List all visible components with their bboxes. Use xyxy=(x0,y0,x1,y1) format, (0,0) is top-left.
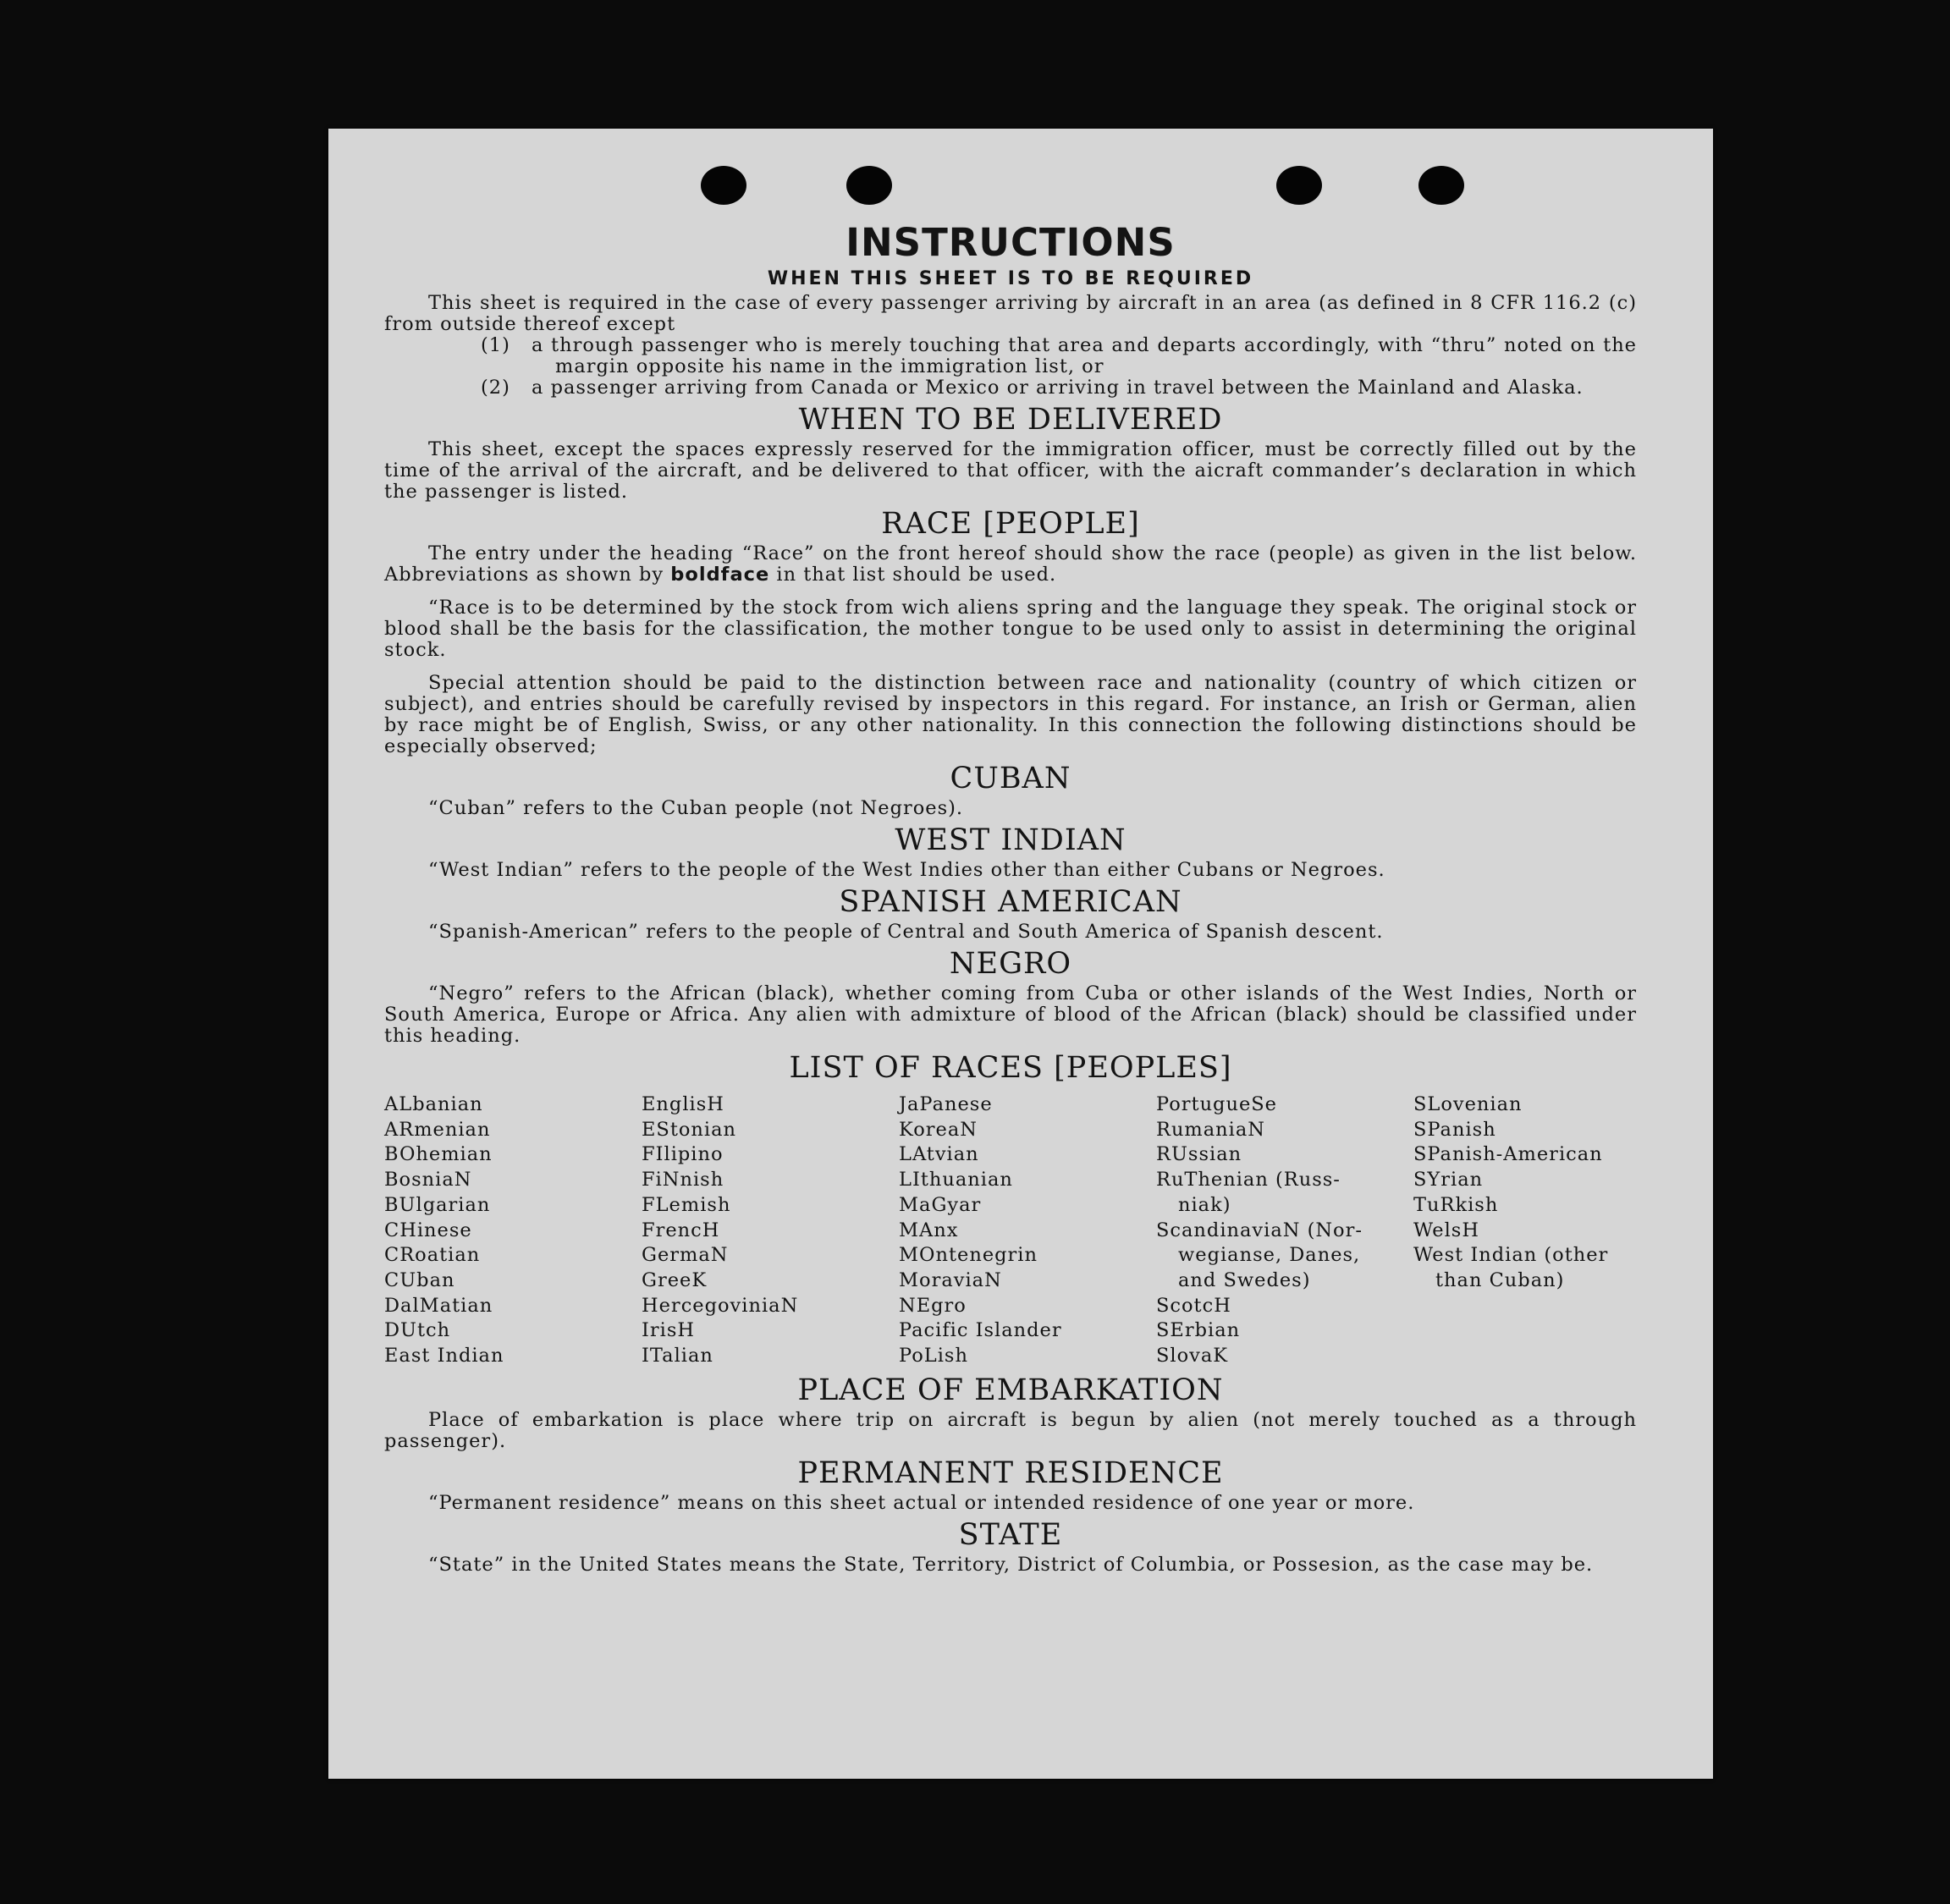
exception-text-2: a passenger arriving from Canada or Mexico or arriving in travel between the Mainland and Alaska. xyxy=(532,377,1584,399)
race-column xyxy=(384,1092,642,1369)
residence-text: “Permanent residence” means on this sheet actual or intended residence of one year or more. xyxy=(428,1491,1415,1514)
state-text: “State” in the United States means the State, Territory, District of Columbia, or Possesion, as the case may be. xyxy=(428,1553,1594,1576)
exception-text-1: a through passenger who is merely touching that area and departs accordingly, with “thru” noted on the margin opposite his name in the immigration list, or xyxy=(532,334,1637,377)
race-entry: RuThenian (Russ- xyxy=(1156,1169,1341,1191)
race-entry: MAnx xyxy=(899,1219,959,1241)
heading-list-of-races: LIST OF RACES [PEOPLES] xyxy=(789,1051,1232,1085)
race-entry: FrencH xyxy=(642,1219,720,1241)
race-entry: NEgro xyxy=(899,1294,967,1317)
race-entry: SPanish-American xyxy=(1413,1143,1603,1166)
page-subtitle: WHEN THIS SHEET IS TO BE REQUIRED xyxy=(767,268,1254,289)
race-entry: RumaniaN xyxy=(1156,1118,1265,1141)
heading-race: RACE [PEOPLE] xyxy=(881,507,1140,541)
race-entry: SLovenian xyxy=(1413,1093,1523,1115)
race-entry: IrisH xyxy=(642,1319,696,1342)
race-column xyxy=(642,1092,899,1369)
race-entry: EStonian xyxy=(642,1118,737,1141)
race-entry: East Indian xyxy=(384,1345,504,1367)
negro-text: “Negro” refers to the African (black), whether coming from Cuba or other islands of the West Indies, North or South America, Europe or Africa. Any alien with admixture of blood of the African (black) should be classified under this heading. xyxy=(384,982,1637,1047)
race-entry: MaGyar xyxy=(899,1193,982,1216)
race-entry: ScotcH xyxy=(1156,1294,1231,1317)
race-entry: BUlgarian xyxy=(384,1193,491,1216)
race-entry: and Swedes) xyxy=(1178,1268,1311,1291)
race-entry: LAtvian xyxy=(899,1143,979,1166)
race-entry: KoreaN xyxy=(899,1118,978,1141)
race-entry: Pacific Islander xyxy=(899,1319,1062,1342)
race-entry: GermaN xyxy=(642,1244,729,1267)
race-entry: FiNnish xyxy=(642,1169,724,1191)
race-entry: DUtch xyxy=(384,1319,451,1342)
spanish-american-text: “Spanish-American” refers to the people of Central and South America of Spanish descent. xyxy=(428,921,1384,943)
race-entry: CRoatian xyxy=(384,1244,481,1267)
race-entry: LIthuanian xyxy=(899,1169,1013,1191)
required-intro: This sheet is required in the case of every passenger arriving by aircraft in an area (as defined in 8 CFR 116.2 (c) from outside thereof except xyxy=(384,292,1637,335)
race-entry: than Cuban) xyxy=(1435,1268,1565,1291)
race-entry: ARmenian xyxy=(384,1118,491,1141)
race-entry: ALbanian xyxy=(384,1093,483,1115)
heading-negro: NEGRO xyxy=(949,947,1072,981)
race-entry: MOntenegrin xyxy=(899,1244,1038,1267)
race-entry: BOhemian xyxy=(384,1143,493,1166)
embarkation-text: Place of embarkation is place where trip on aircraft is begun by alien (not merely touched as a through passenger). xyxy=(384,1408,1637,1452)
heading-permanent-residence: PERMANENT RESIDENCE xyxy=(797,1456,1224,1490)
heading-spanish-american: SPANISH AMERICAN xyxy=(839,885,1182,919)
race-paragraph-1 xyxy=(384,543,1637,586)
race-entry: HercegoviniaN xyxy=(642,1294,799,1317)
race-entry: EnglisH xyxy=(642,1093,724,1115)
punch-hole xyxy=(701,166,746,205)
race-paragraph-1-end: in that list should be used. xyxy=(776,564,1057,586)
race-paragraph-3: Special attention should be paid to the distinction between race and nationality (country of which citizen or subject), and entries should be carefully revised by inspectors in this regard. For instance, an Irish or German, alien by race might be of English, Swiss, or any other nationality. In this connection the following distinctions should be especially observed; xyxy=(384,672,1637,757)
race-entry: WelsH xyxy=(1413,1219,1479,1241)
race-entry: RUssian xyxy=(1156,1143,1242,1166)
race-entry: niak) xyxy=(1178,1193,1231,1216)
race-entry: wegianse, Danes, xyxy=(1178,1244,1361,1267)
race-entry: PortugueSe xyxy=(1156,1093,1278,1115)
race-entry: West Indian (other xyxy=(1413,1244,1609,1267)
race-paragraph-2: “Race is to be determined by the stock from wich aliens spring and the language they speak. The original stock or blood shall be the basis for the classification, the mother tongue to be used only to assist in determining the original stock. xyxy=(384,597,1637,661)
punch-hole xyxy=(1276,166,1322,205)
race-entry: SYrian xyxy=(1413,1169,1484,1191)
exception-number-2: (2) xyxy=(481,377,510,399)
race-column xyxy=(899,1092,1156,1369)
exception-item-1 xyxy=(384,335,1637,377)
race-entry: FIlipino xyxy=(642,1143,724,1166)
race-paragraph-1-text: The entry under the heading “Race” on the front hereof should show the race (people) as given in the list below. Abbreviations as shown by xyxy=(384,542,1637,586)
heading-state: STATE xyxy=(958,1517,1063,1552)
page-title: INSTRUCTIONS xyxy=(846,220,1176,265)
race-entry: DalMatian xyxy=(384,1294,493,1317)
race-entry: PoLish xyxy=(899,1345,968,1367)
race-entry: SlovaK xyxy=(1156,1345,1229,1367)
cuban-text: “Cuban” refers to the Cuban people (not Negroes). xyxy=(428,797,964,819)
race-column xyxy=(1156,1092,1413,1369)
race-column xyxy=(1413,1092,1671,1369)
races-list xyxy=(384,1092,1637,1369)
race-entry: FLemish xyxy=(642,1193,731,1216)
race-entry: MoraviaN xyxy=(899,1268,1002,1291)
race-entry: CHinese xyxy=(384,1219,472,1241)
instruction-sheet xyxy=(328,129,1713,1779)
race-entry: SPanish xyxy=(1413,1118,1496,1141)
heading-place-of-embarkation: PLACE OF EMBARKATION xyxy=(797,1373,1224,1407)
boldface-word: boldface xyxy=(670,564,770,586)
heading-west-indian: WEST INDIAN xyxy=(895,823,1126,857)
race-entry: JaPanese xyxy=(899,1093,993,1115)
delivered-text: This sheet, except the spaces expressly reserved for the immigration officer, must be correctly filled out by the time of the arrival of the aircraft, and be delivered to that officer, with the aicraft commander’s declaration in which the passenger is listed. xyxy=(384,438,1637,503)
race-entry: SErbian xyxy=(1156,1319,1241,1342)
race-entry: ScandinaviaN (Nor- xyxy=(1156,1219,1363,1241)
race-entry: BosniaN xyxy=(384,1169,472,1191)
sheet-content xyxy=(384,220,1637,1576)
heading-when-to-be-delivered: WHEN TO BE DELIVERED xyxy=(798,403,1223,437)
west-indian-text: “West Indian” refers to the people of the West Indies other than either Cubans or Negroes. xyxy=(428,859,1385,881)
race-entry: ITalian xyxy=(642,1345,713,1367)
race-entry: GreeK xyxy=(642,1268,708,1291)
punch-hole xyxy=(846,166,892,205)
punch-hole xyxy=(1418,166,1464,205)
race-entry: CUban xyxy=(384,1268,455,1291)
race-entry: TuRkish xyxy=(1413,1193,1499,1216)
heading-cuban: CUBAN xyxy=(950,762,1071,795)
exception-number-1: (1) xyxy=(481,334,510,356)
exception-item-2 xyxy=(384,377,1637,399)
